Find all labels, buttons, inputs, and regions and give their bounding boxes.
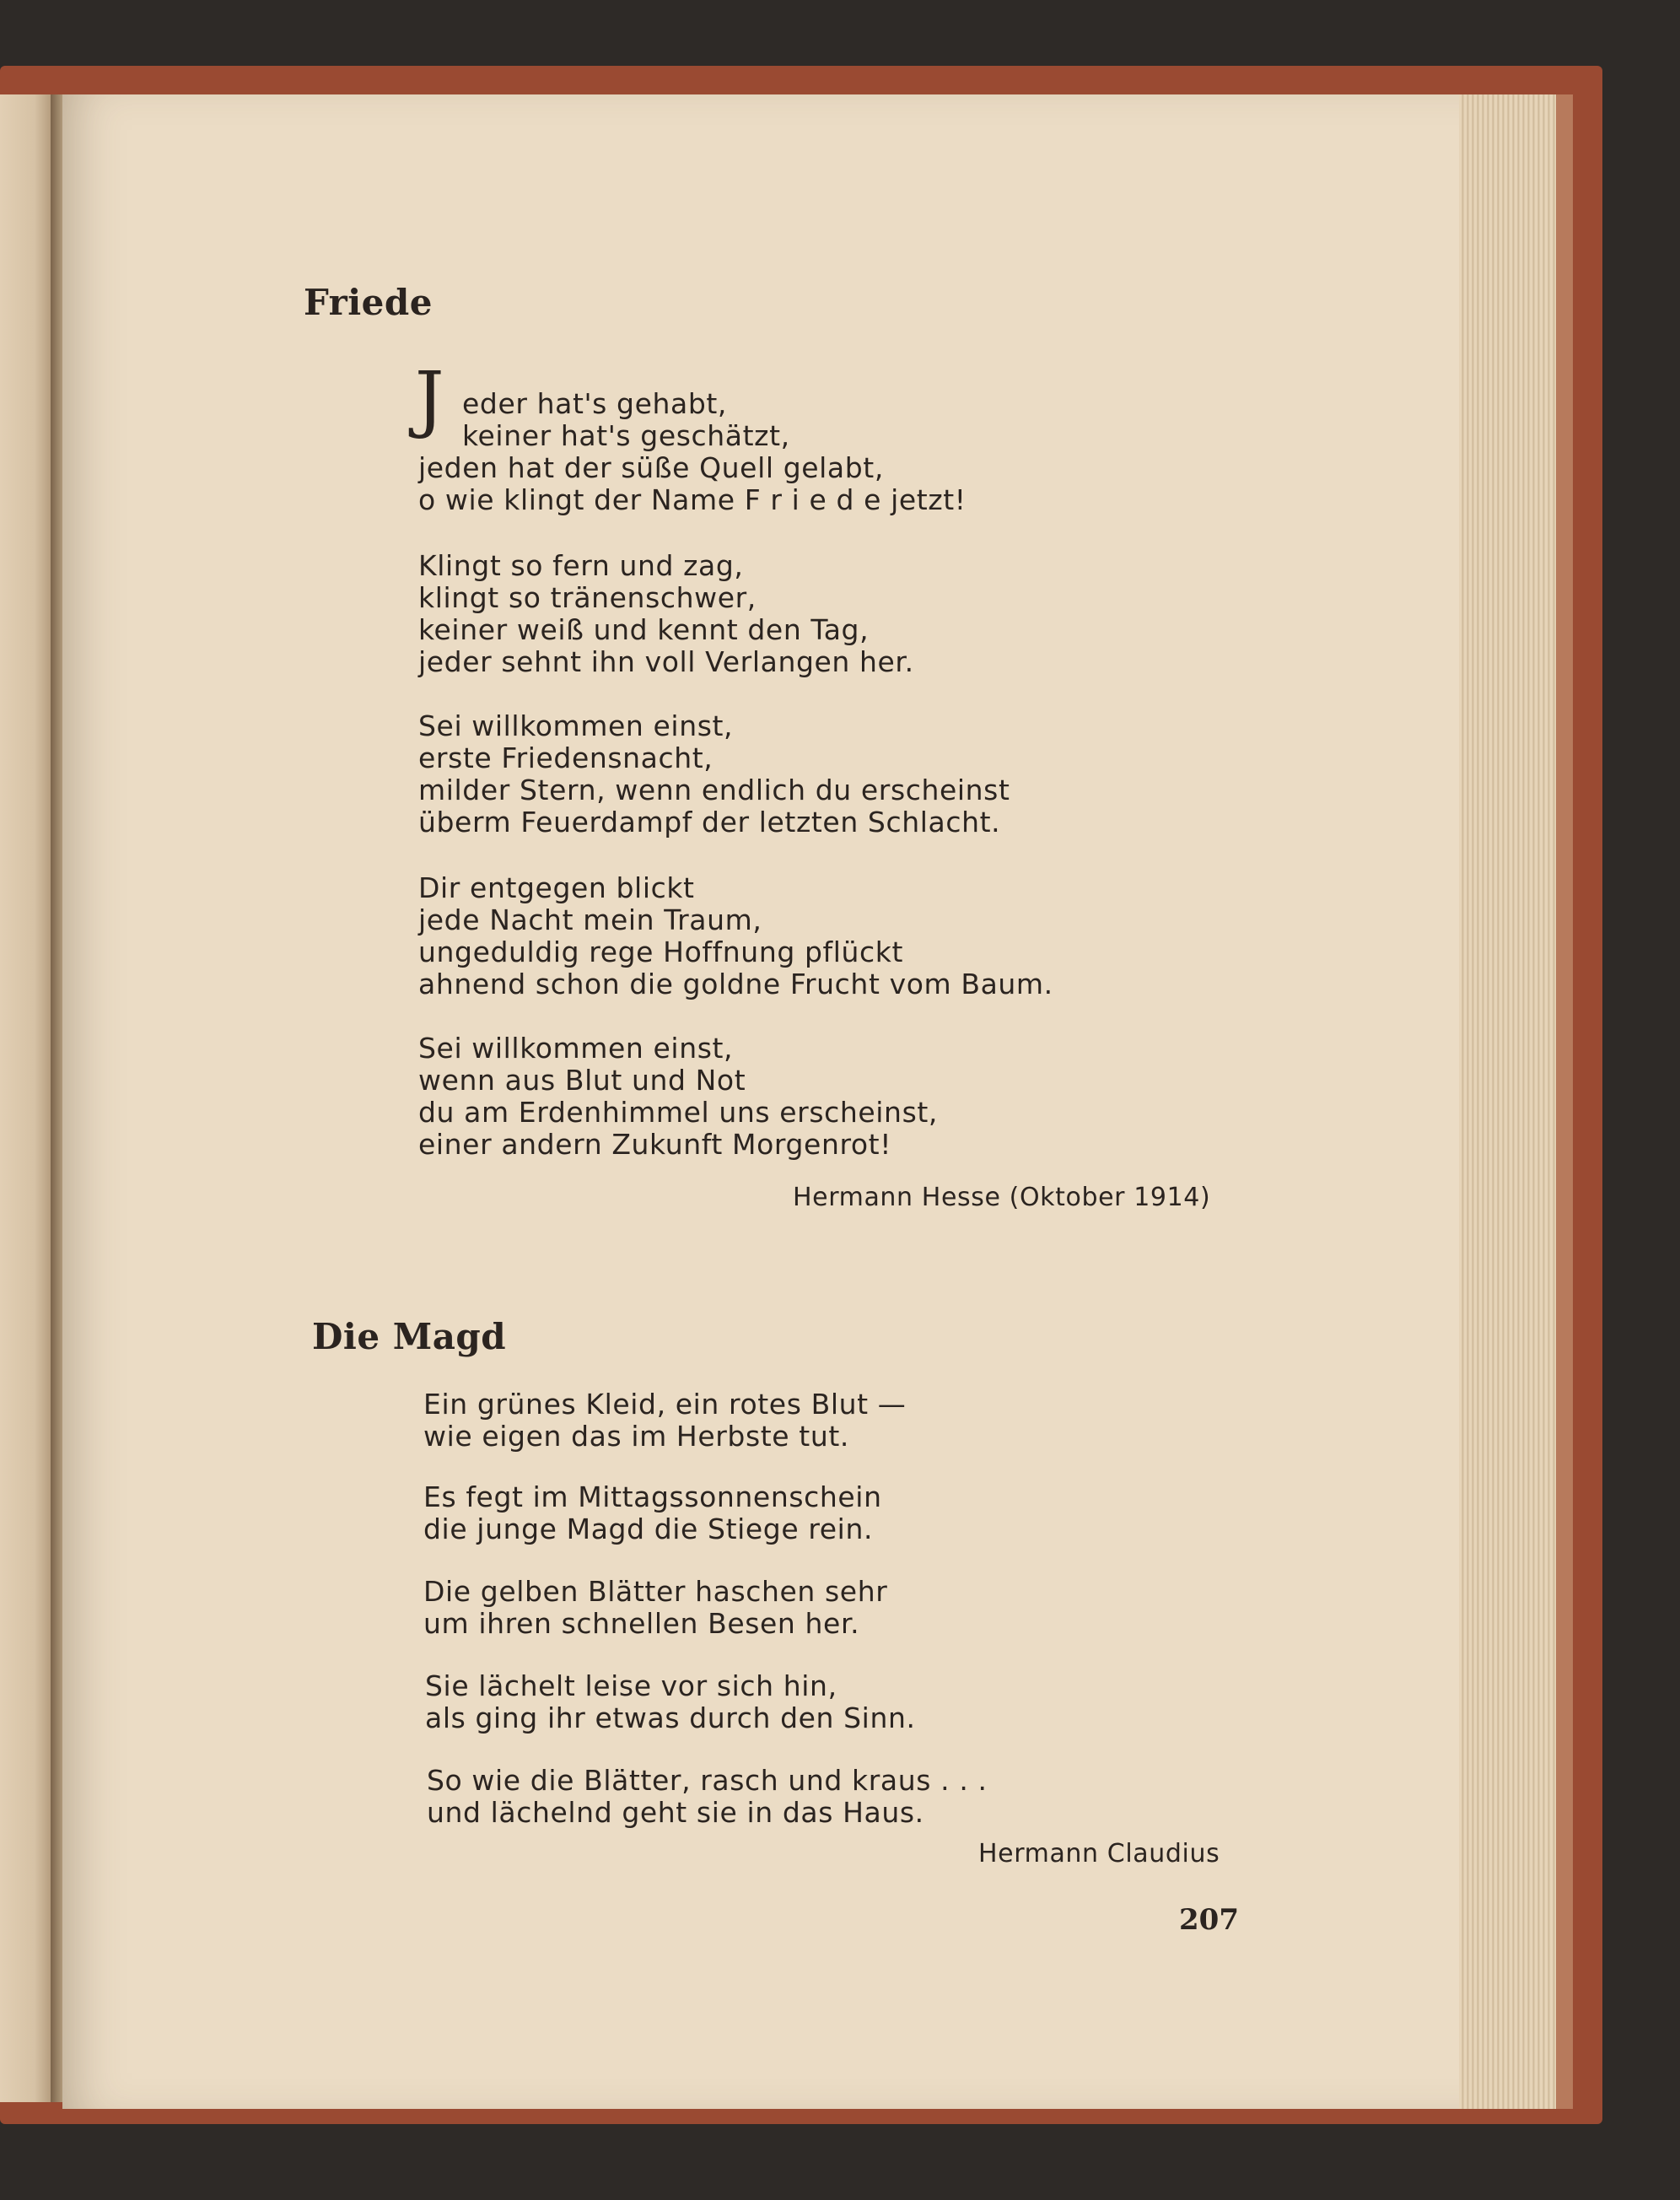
poem-line: erste Friedensnacht, — [418, 741, 713, 774]
poem-line: Die gelben Blätter haschen sehr — [423, 1575, 888, 1608]
poem-line: Sie lächelt leise vor sich hin, — [425, 1669, 837, 1702]
stanza-2 — [418, 550, 914, 678]
poem-line: eder hat's gehabt, — [462, 387, 728, 420]
poem-line: wie eigen das im Herbste tut. — [423, 1420, 849, 1453]
drop-cap: J — [415, 357, 444, 441]
poem-line: So wie die Blätter, rasch und kraus . . . — [427, 1764, 988, 1797]
first-line — [462, 388, 727, 420]
poem-line: einer andern Zukunft Morgenrot! — [418, 1128, 892, 1161]
poem-line: Ein grünes Kleid, ein rotes Blut — — [423, 1388, 907, 1421]
author-claudius: Hermann Claudius — [978, 1839, 1220, 1868]
poem-line: o wie klingt der Name F r i e d e jetzt! — [418, 483, 967, 516]
poem-line: keiner hat's geschätzt, — [462, 419, 790, 452]
poem-line: und lächelnd geht sie in das Haus. — [427, 1796, 924, 1829]
stanza-4 — [425, 1670, 916, 1734]
poem-line: wenn aus Blut und Not — [418, 1064, 746, 1097]
poem-line: milder Stern, wenn endlich du erscheinst — [418, 774, 1010, 806]
poem-line: Sei willkommen einst, — [418, 1032, 734, 1065]
poem-line: du am Erdenhimmel uns erscheinst, — [418, 1096, 938, 1129]
stanza-3 — [418, 710, 1010, 838]
stanza-4 — [418, 872, 1053, 1000]
poem-line: jeden hat der süße Quell gelabt, — [418, 451, 884, 484]
stanza-1 — [423, 1388, 906, 1453]
poem-line: um ihren schnellen Besen her. — [423, 1607, 860, 1640]
poem-line: ahnend schon die goldne Frucht vom Baum. — [418, 968, 1053, 1000]
poem-line: Es fegt im Mittagssonnenschein — [423, 1480, 882, 1513]
poem-line: Sei willkommen einst, — [418, 709, 734, 742]
poem-line: klingt so tränenschwer, — [418, 581, 757, 614]
page-number: 207 — [1179, 1903, 1239, 1937]
stanza-1 — [418, 420, 967, 516]
poem-line: Dir entgegen blickt — [418, 871, 695, 904]
author-hesse: Hermann Hesse (Oktober 1914) — [793, 1183, 1211, 1212]
poem-line: jede Nacht mein Traum, — [418, 903, 762, 936]
poem-line: jeder sehnt ihn voll Verlangen her. — [418, 645, 914, 678]
poem-line: Klingt so fern und zag, — [418, 549, 744, 582]
poem-line: überm Feuerdampf der letzten Schlacht. — [418, 806, 1001, 838]
poem-line: die junge Magd die Stiege rein. — [423, 1512, 874, 1545]
stanza-3 — [423, 1576, 887, 1640]
stanza-2 — [423, 1481, 882, 1545]
poem-line: ungeduldig rege Hoffnung pflückt — [418, 936, 904, 968]
stanza-5 — [418, 1033, 938, 1161]
poem-line: keiner weiß und kennt den Tag, — [418, 613, 870, 646]
poem-line: als ging ihr etwas durch den Sinn. — [425, 1701, 916, 1734]
poem-title-die-magd: Die Magd — [312, 1316, 507, 1357]
stanza-5 — [427, 1765, 988, 1829]
poem-title-friede: Friede — [304, 282, 433, 323]
